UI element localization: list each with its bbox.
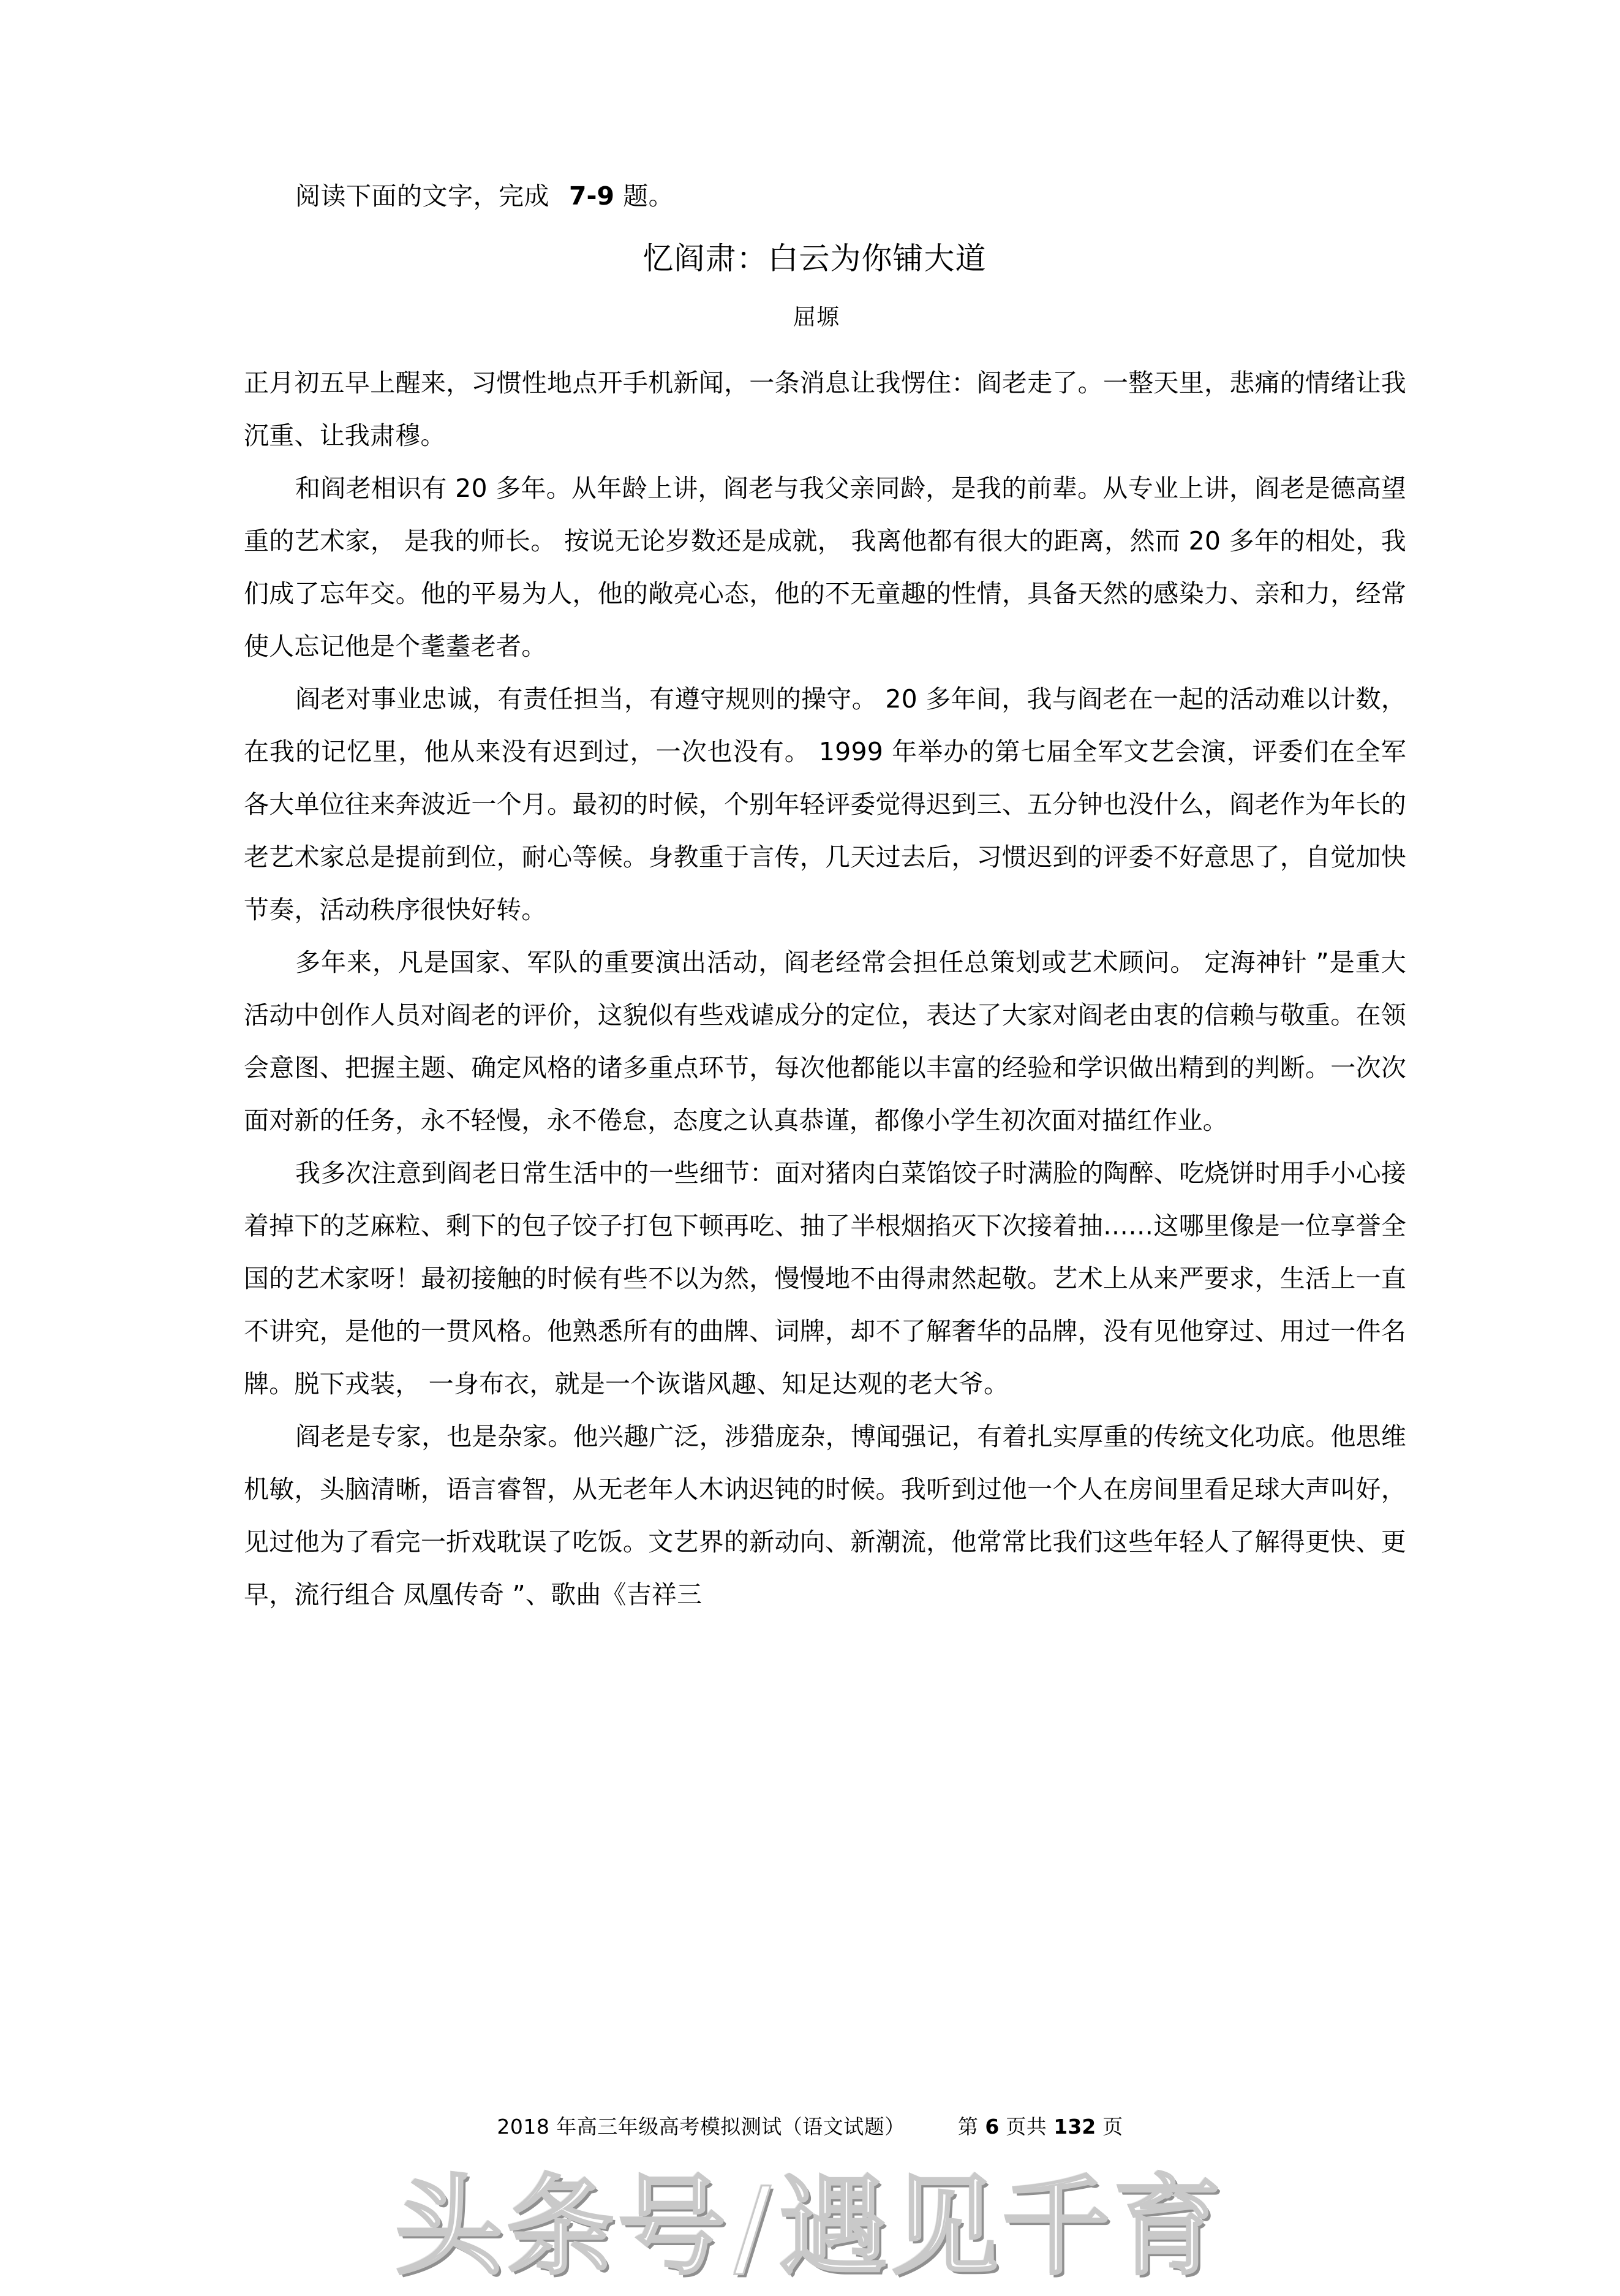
footer-total-pages: 132 (1053, 2115, 1096, 2139)
footer-page-middle: 页共 (1006, 2115, 1047, 2139)
article-author: 屈塬 (793, 304, 840, 330)
article-paragraph: 正月初五早上醒来，习惯性地点开手机新闻，一条消息让我愣住：阎老走了。一整天里，悲痛的情绪让我沉重、让我肃穆。 (244, 368, 1406, 450)
reading-prompt (244, 181, 1406, 211)
watermark-account: 遇见千育 (779, 2164, 1226, 2290)
footer-exam-title: 2018 年高三年级高考模拟测试（语文试题） (497, 2115, 905, 2139)
footer-page-prefix: 第 (957, 2115, 979, 2139)
reading-prompt-after: 题。 (623, 181, 674, 211)
site-watermark (0, 2164, 1620, 2290)
watermark-brand: 头条号 (394, 2164, 729, 2290)
footer-page-number: 6 (985, 2115, 1000, 2139)
article-title: 忆阎肃：白云为你铺大道 (642, 241, 987, 276)
page-footer (0, 2117, 1620, 2137)
article-paragraph: 和阎老相识有 20 多年。从年龄上讲，阎老与我父亲同龄，是我的前辈。从专业上讲，阎老是德高望重的艺术家， 是我的师长。 按说无论岁数还是成就， 我离他都有很大的距离，然而 20 多年的相处，我们成了忘年交。他的平易为人，他的敞亮心态，他的不无童趣的性情，具备天然的感染力、亲和力，经常使人忘记他是个耄耋老者。 (244, 474, 1406, 661)
article-paragraph: 阎老是专家，也是杂家。他兴趣广泛，涉猎庞杂，博闻强记，有着扎实厚重的传统文化功底。他思维机敏，头脑清晰，语言睿智，从无老年人木讷迟钝的时候。我听到过他一个人在房间里看足球大声叫好，见过他为了看完一折戏耽误了吃饭。文艺界的新动向、新潮流，他常常比我们这些年轻人了解得更快、更早，流行组合 凤凰传奇 ”、歌曲《吉祥三 (244, 1422, 1406, 1609)
article-paragraph: 我多次注意到阎老日常生活中的一些细节：面对猪肉白菜馅饺子时满脸的陶醉、吃烧饼时用手小心接着掉下的芝麻粒、剩下的包子饺子打包下顿再吃、抽了半根烟掐灭下次接着抽……这哪里像是一位享誉全国的艺术家呀！最初接触的时候有些不以为然，慢慢地不由得肃然起敬。艺术上从来严要求，生活上一直不讲究，是他的一贯风格。他熟悉所有的曲牌、词牌，却不了解奢华的品牌，没有见他穿过、用过一件名牌。脱下戎装， 一身布衣，就是一个诙谐风趣、知足达观的老大爷。 (244, 1158, 1406, 1399)
article-paragraph: 多年来，凡是国家、军队的重要演出活动，阎老经常会担任总策划或艺术顾问。 定海神针 ”是重大活动中创作人员对阎老的评价，这貌似有些戏谑成分的定位，表达了大家对阎老由衷的信赖与敬重。在领会意图、把握主题、确定风格的诸多重点环节，每次他都能以丰富的经验和学识做出精到的判断。一次次面对新的任务，永不轻慢，永不倦怠，态度之认真恭谨，都像小学生初次面对描红作业。 (244, 948, 1406, 1135)
document-content (244, 181, 1406, 1621)
footer-page-suffix: 页 (1102, 2115, 1123, 2139)
watermark-separator: / (734, 2164, 775, 2290)
article-paragraph: 阎老对事业忠诚，有责任担当，有遵守规则的操守。 20 多年间，我与阎老在一起的活动难以计数，在我的记忆里，他从来没有迟到过，一次也没有。 1999 年举办的第七届全军文艺会演，评委们在全军各大单位往来奔波近一个月。最初的时候，个别年轻评委觉得迟到三、五分钟也没什么，阎老作为年长的老艺术家总是提前到位，耐心等候。身教重于言传，几天过去后，习惯迟到的评委不好意思了，自觉加快节奏，活动秩序很快好转。 (244, 684, 1406, 924)
reading-prompt-question-range: 7-9 (569, 181, 615, 211)
reading-prompt-before: 阅读下面的文字，完成 (295, 181, 549, 211)
